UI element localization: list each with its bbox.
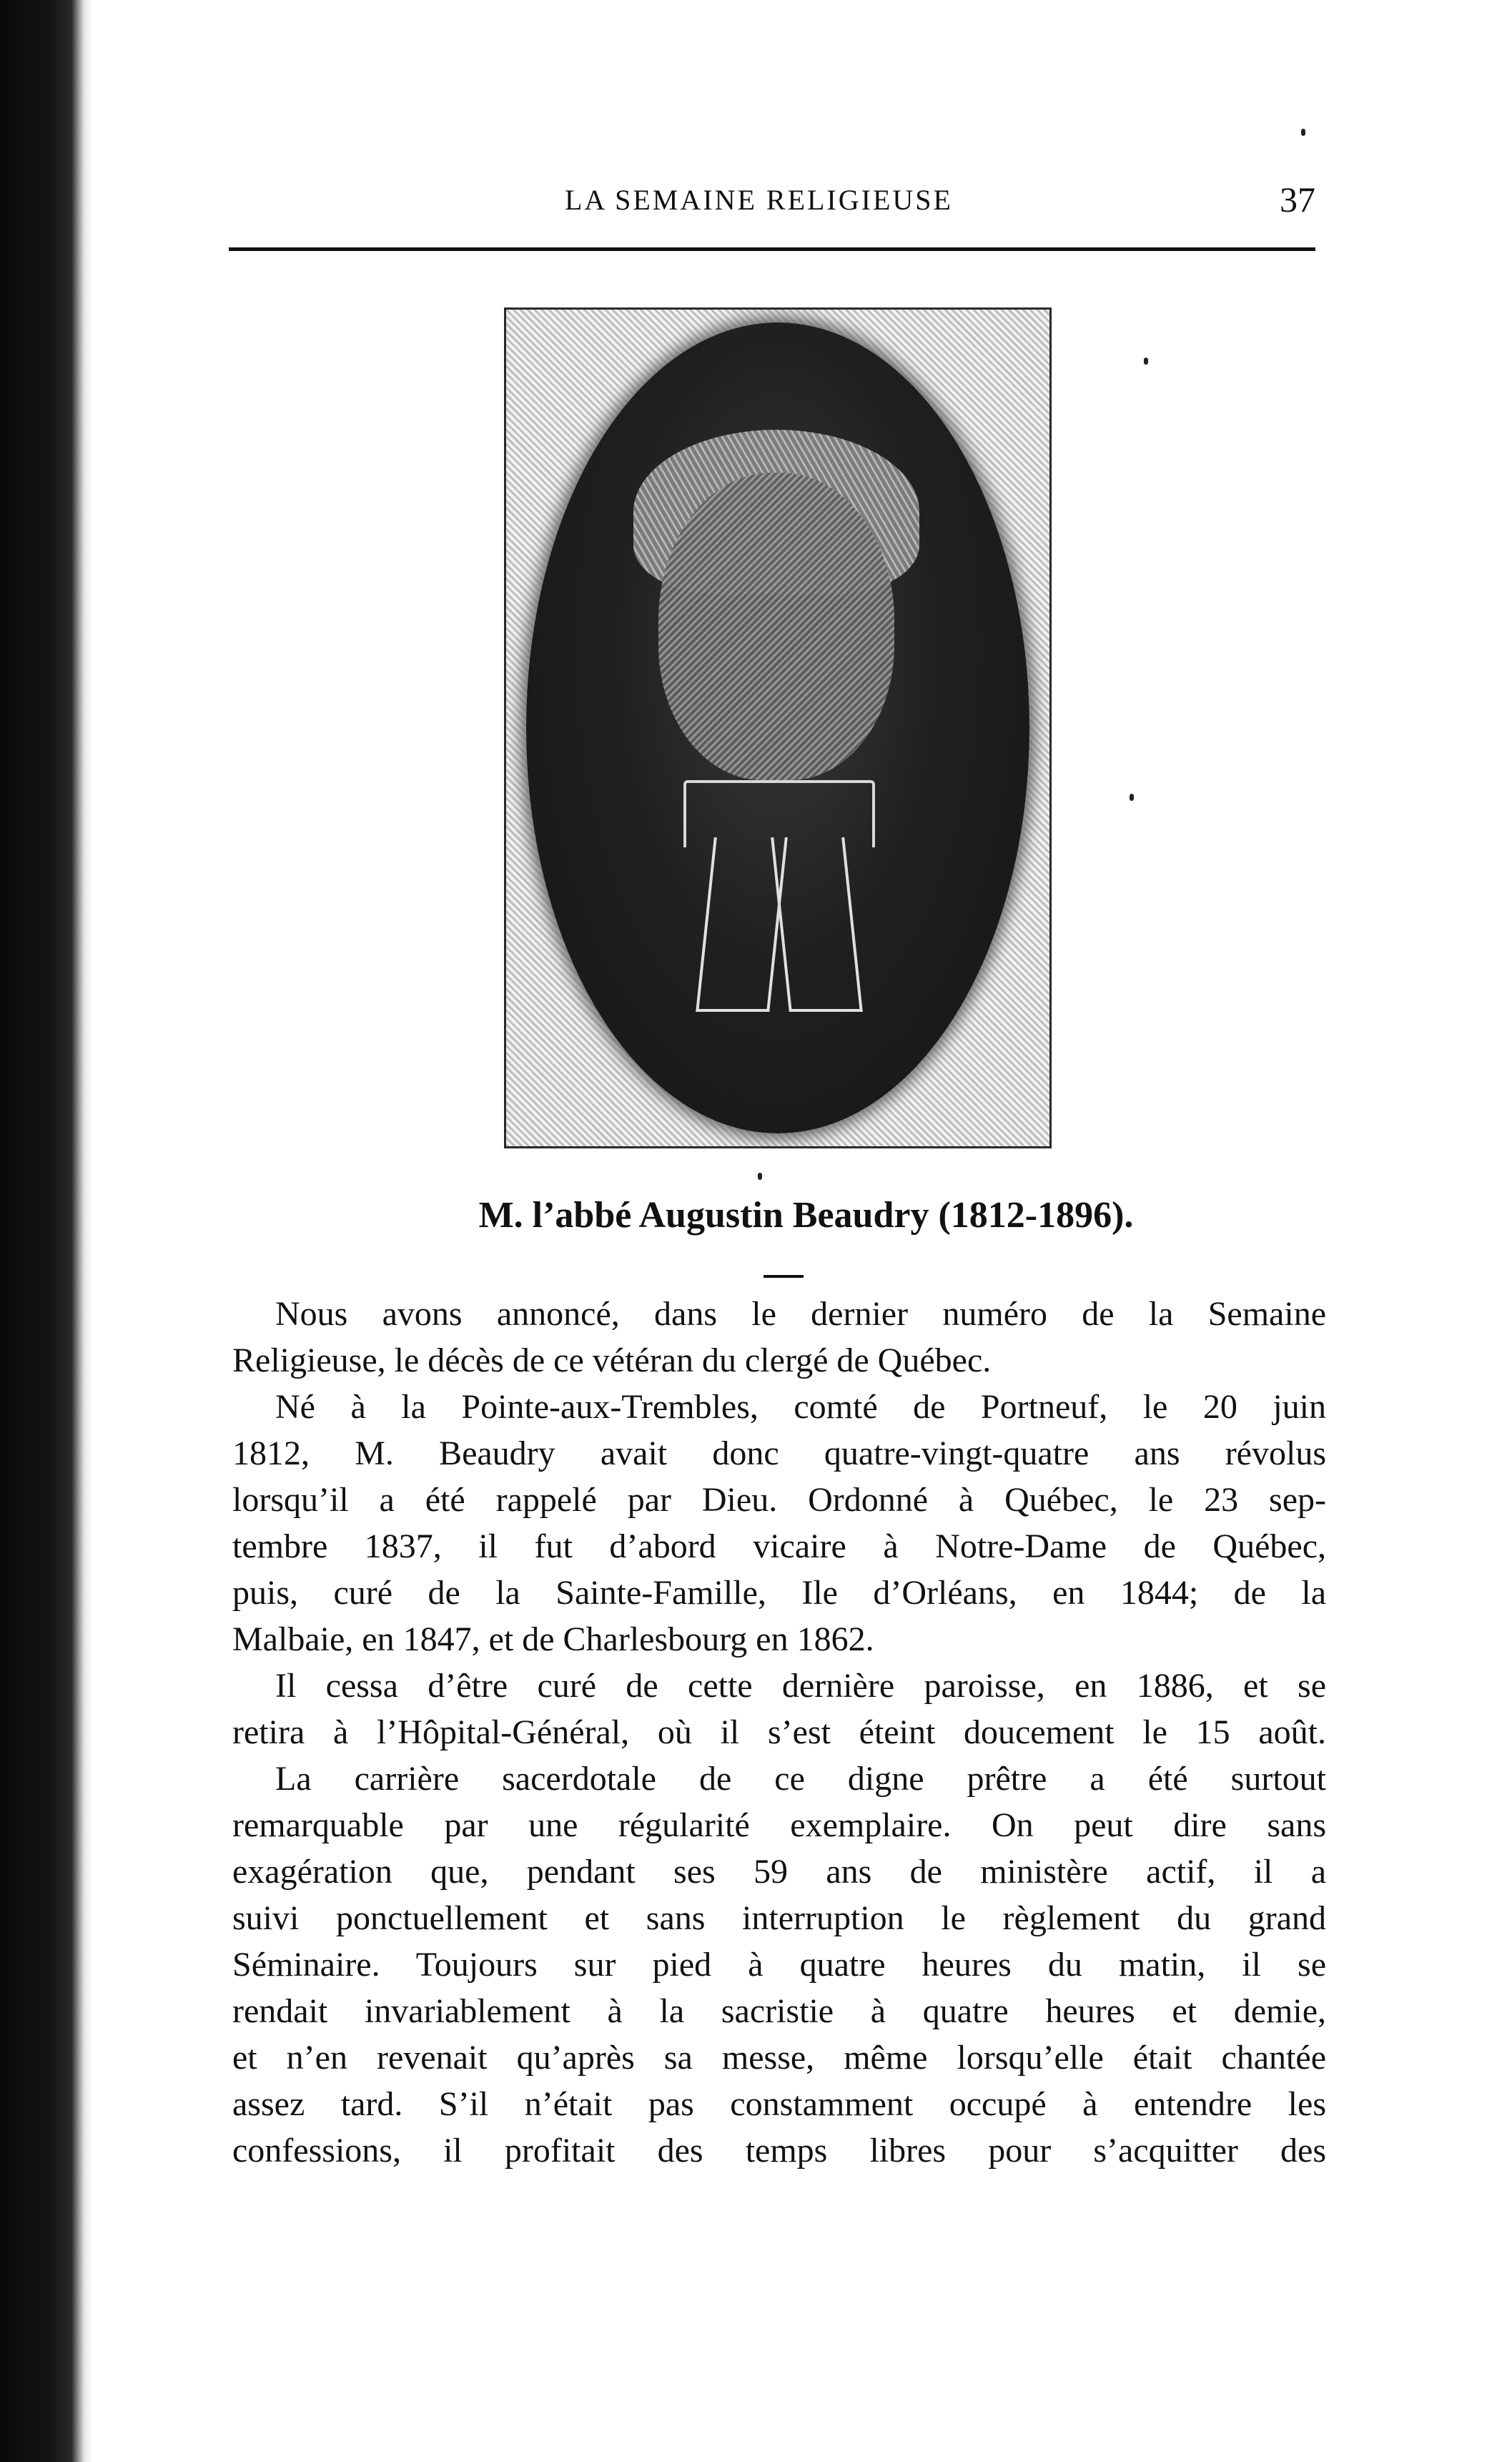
text-line: puis, curé de la Sainte-Famille, Ile d’Orléans, en 1844; de la	[232, 1574, 1326, 1612]
text-line: Religieuse, le décès de ce vétéran du clergé de Québec.	[232, 1341, 992, 1379]
header-rule	[229, 247, 1315, 251]
text-line: La carrière sacerdotale de ce digne prêtre a été surtout	[275, 1760, 1326, 1798]
text-line: remarquable par une régularité exemplaire. On peut dire sans	[232, 1806, 1326, 1844]
running-head	[229, 179, 1315, 229]
paragraph-2	[232, 1384, 1326, 1663]
portrait-oval-frame	[526, 322, 1029, 1133]
portrait-face	[658, 473, 894, 780]
print-speck	[1130, 794, 1134, 801]
text-line: tembre 1837, il fut d’abord vicaire à Notre-Dame de Québec,	[232, 1527, 1326, 1565]
text-line: Il cessa d’être curé de cette dernière paroisse, en 1886, et se	[275, 1667, 1326, 1705]
portrait-rabat-right	[771, 837, 863, 1012]
text-line: 1812, M. Beaudry avait donc quatre-vingt-quatre ans révolus	[232, 1434, 1326, 1472]
text-line: rendait invariablement à la sacristie à quatre heures et demie,	[232, 1992, 1326, 2030]
text-line: et n’en revenait qu’après sa messe, même lorsqu’elle était chantée	[232, 2039, 1326, 2077]
print-speck	[758, 1173, 762, 1180]
text-line: assez tard. S’il n’était pas constamment occupé à entendre les	[232, 2085, 1326, 2123]
text-line: Malbaie, en 1847, et de Charlesbourg en 1862.	[232, 1620, 874, 1658]
text-line: Séminaire. Toujours sur pied à quatre heures du matin, il se	[232, 1946, 1326, 1984]
article-body	[232, 1291, 1326, 2174]
page-number: 37	[1280, 179, 1315, 220]
text-line: confessions, il profitait des temps libres pour s’acquitter des	[232, 2132, 1326, 2170]
running-title: LA SEMAINE RELIGIEUSE	[565, 184, 953, 216]
text-line: Nous avons annoncé, dans le dernier numéro de la Semaine	[275, 1295, 1326, 1333]
paragraph-3	[232, 1663, 1326, 1756]
text-line: Né à la Pointe-aux-Trembles, comté de Portneuf, le 20 juin	[275, 1388, 1326, 1426]
text-line: retira à l’Hôpital-Général, où il s’est éteint doucement le 15 août.	[232, 1713, 1326, 1751]
paragraph-4	[232, 1756, 1326, 2174]
text-line: exagération que, pendant ses 59 ans de ministère actif, il a	[232, 1853, 1326, 1891]
print-speck	[1144, 358, 1148, 365]
paragraph-1	[232, 1291, 1326, 1384]
text-line: lorsqu’il a été rappelé par Dieu. Ordonné à Québec, le 23 sep-	[232, 1481, 1326, 1519]
caption-rule	[764, 1275, 804, 1278]
portrait-photo	[504, 307, 1052, 1148]
photo-caption: M. l’abbé Augustin Beaudry (1812-1896).	[478, 1195, 1134, 1236]
print-speck	[1301, 129, 1305, 136]
text-line: suivi ponctuellement et sans interruption le règlement du grand	[232, 1899, 1326, 1937]
